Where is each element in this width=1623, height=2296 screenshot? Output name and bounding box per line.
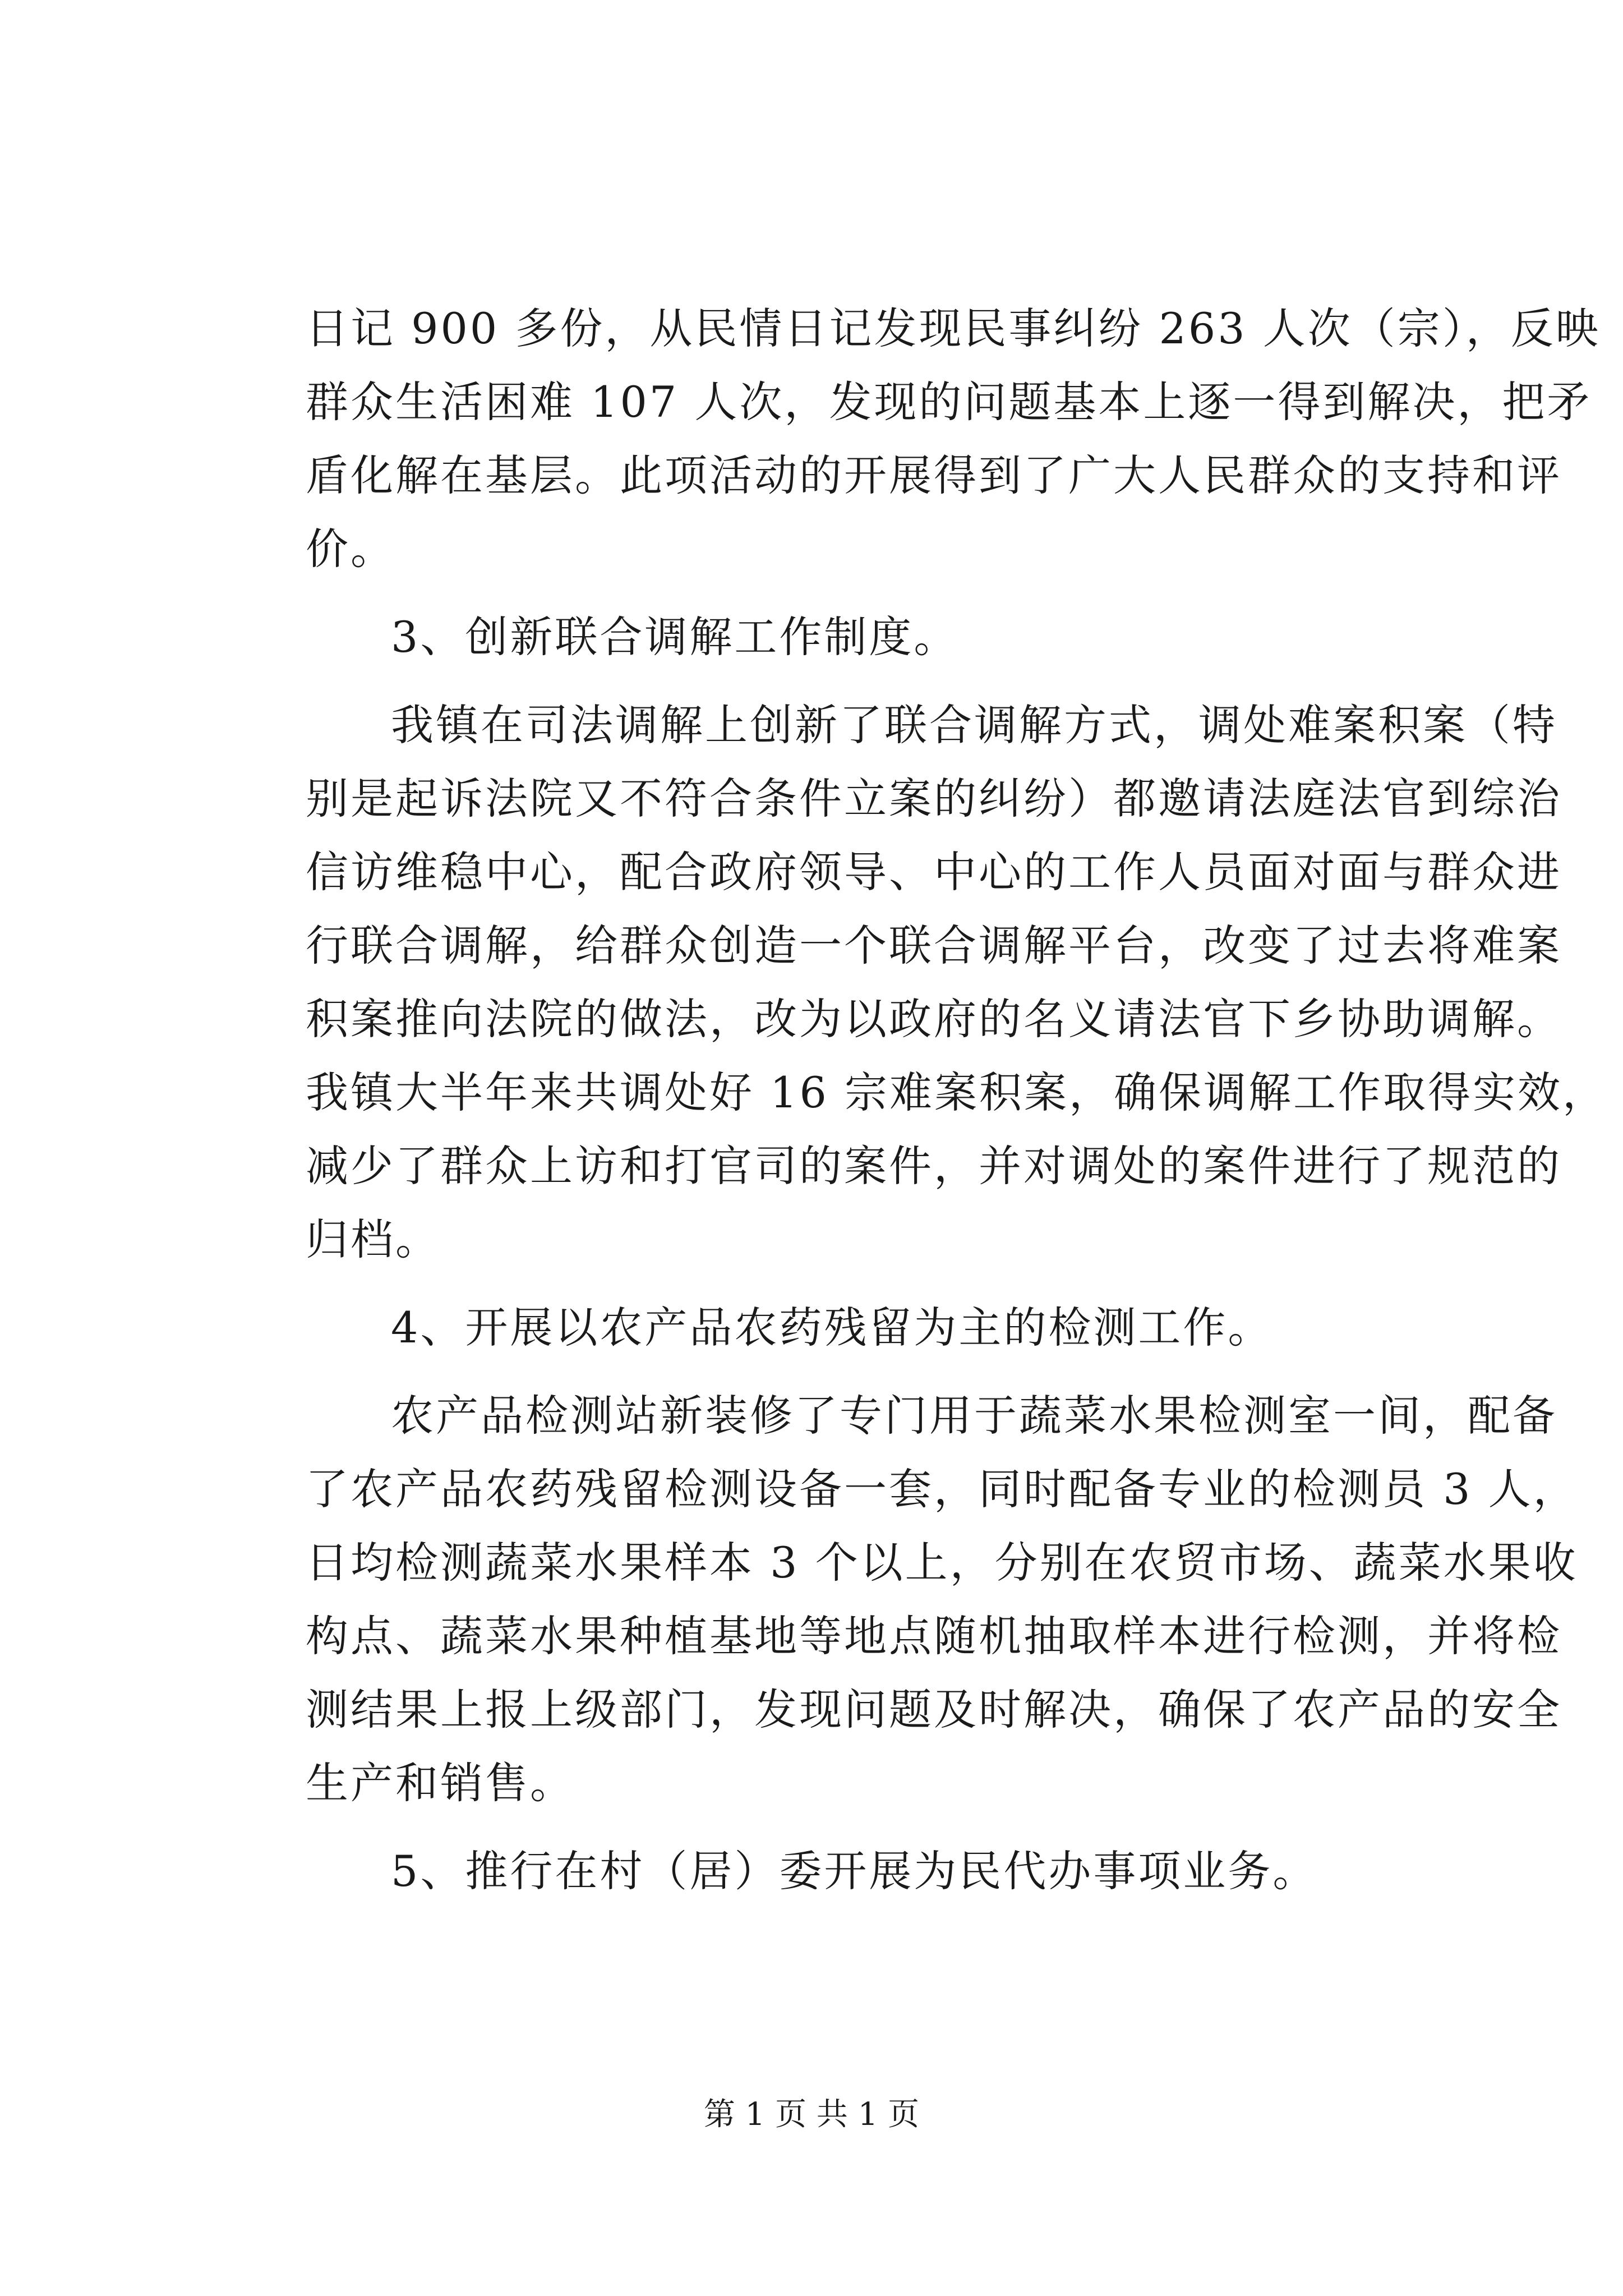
paragraph-line: 日均检测蔬菜水果样本 3 个以上，分别在农贸市场、蔬菜水果收 (306, 1538, 1578, 1588)
paragraph-line: 价。 (306, 524, 395, 574)
page-footer: 第 1 页 共 1 页 (703, 2096, 920, 2133)
paragraph-line: 日记 900 多份，从民情日记发现民事纠纷 263 人次（宗），反映 (306, 303, 1601, 353)
paragraph-line: 构点、蔬菜水果种植基地等地点随机抽取样本进行检测，并将检 (306, 1611, 1562, 1661)
paragraph-line: 行联合调解，给群众创造一个联合调解平台，改变了过去将难案 (306, 921, 1562, 970)
paragraph-line: 我镇大半年来共调处好 16 宗难案积案，确保调解工作取得实效， (306, 1068, 1608, 1117)
paragraph-line: 生产和销售。 (306, 1758, 575, 1808)
section-heading: 3、创新联合调解工作制度。 (391, 612, 959, 662)
paragraph-line: 我镇在司法调解上创新了联合调解方式，调处难案积案（特 (391, 700, 1557, 750)
paragraph-line: 积案推向法院的做法，改为以政府的名义请法官下乡协助调解。 (306, 994, 1562, 1044)
paragraph-line: 盾化解在基层。此项活动的开展得到了广大人民群众的支持和评 (306, 450, 1562, 500)
paragraph-line: 农产品检测站新装修了专门用于蔬菜水果检测室一间，配备 (391, 1391, 1557, 1441)
paragraph-line: 信访维稳中心，配合政府领导、中心的工作人员面对面与群众进 (306, 847, 1562, 897)
paragraph-line: 别是起诉法院又不符合条件立案的纠纷）都邀请法庭法官到综治 (306, 774, 1562, 823)
section-heading: 4、开展以农产品农药残留为主的检测工作。 (391, 1303, 1273, 1352)
paragraph-line: 群众生活困难 107 人次，发现的问题基本上逐一得到解决，把矛 (306, 377, 1592, 427)
paragraph-line: 归档。 (306, 1214, 440, 1264)
paragraph-line: 减少了群众上访和打官司的案件，并对调处的案件进行了规范的 (306, 1141, 1562, 1191)
paragraph-line: 了农产品农药残留检测设备一套，同时配备专业的检测员 3 人， (306, 1464, 1578, 1514)
paragraph-line: 测结果上报上级部门，发现问题及时解决，确保了农产品的安全 (306, 1685, 1562, 1734)
document-body (306, 292, 1608, 1908)
section-heading: 5、推行在村（居）委开展为民代办事项业务。 (391, 1846, 1318, 1896)
